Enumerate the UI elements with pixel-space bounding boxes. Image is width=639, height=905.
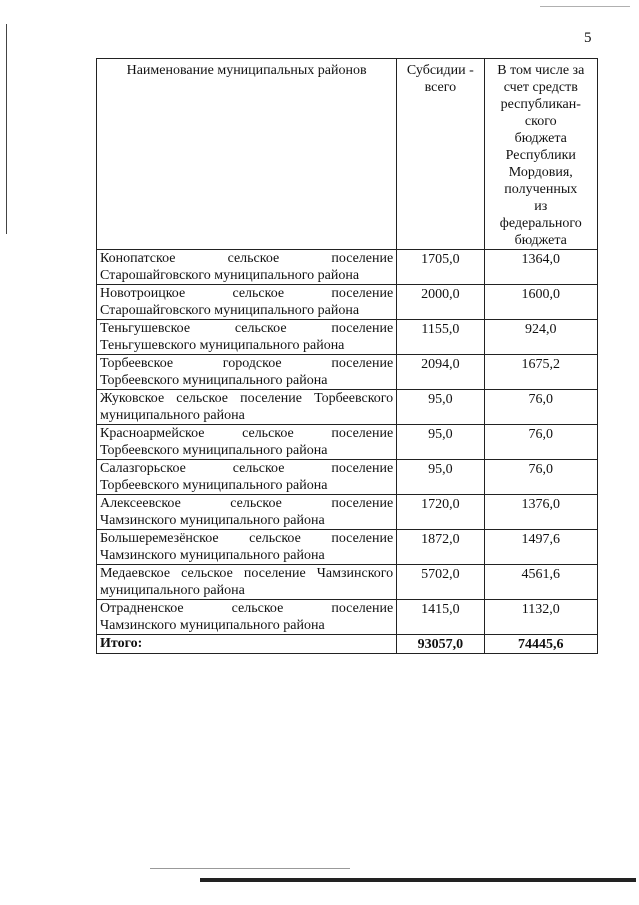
table-row bbox=[97, 390, 598, 425]
row-federal: 1600,0 bbox=[484, 285, 597, 320]
row-name: Медаевское сельское поселение Чамзинского муниципального района bbox=[97, 565, 397, 600]
row-name: Красноармейское сельское поселение Торбеевского муниципального района bbox=[97, 425, 397, 460]
table-row bbox=[97, 250, 598, 285]
header-row bbox=[97, 59, 598, 250]
totals-federal: 74445,6 bbox=[484, 635, 597, 654]
row-name: Алексеевское сельское поселение Чамзинского муниципального района bbox=[97, 495, 397, 530]
row-name: Салазгорьское сельское поселение Торбеевского муниципального района bbox=[97, 460, 397, 495]
bottom-thin-line bbox=[150, 868, 350, 869]
header-federal: В том числе за счет средств республикан- ского бюджета Республики Мордовия, полученных из федерального бюджета bbox=[484, 59, 597, 250]
row-federal: 76,0 bbox=[484, 425, 597, 460]
row-federal: 76,0 bbox=[484, 390, 597, 425]
row-name: Большеремезёнское сельское поселение Чамзинского муниципального района bbox=[97, 530, 397, 565]
bottom-thick-line bbox=[200, 878, 636, 882]
page-number: 5 bbox=[584, 30, 592, 46]
row-total: 2094,0 bbox=[397, 355, 484, 390]
totals-label: Итого: bbox=[97, 635, 397, 654]
top-edge-line bbox=[540, 6, 630, 7]
table-row bbox=[97, 530, 598, 565]
row-federal: 1364,0 bbox=[484, 250, 597, 285]
row-total: 95,0 bbox=[397, 460, 484, 495]
table-row bbox=[97, 460, 598, 495]
row-federal: 924,0 bbox=[484, 320, 597, 355]
row-name: Конопатское сельское поселение Старошайговского муниципального района bbox=[97, 250, 397, 285]
totals-row bbox=[97, 635, 598, 654]
row-name: Новотроицкое сельское поселение Старошайговского муниципального района bbox=[97, 285, 397, 320]
header-total: Субсидии - всего bbox=[397, 59, 484, 250]
left-margin-mark bbox=[6, 24, 7, 234]
row-total: 1872,0 bbox=[397, 530, 484, 565]
row-federal: 76,0 bbox=[484, 460, 597, 495]
subsidies-table bbox=[96, 58, 598, 654]
row-federal: 1675,2 bbox=[484, 355, 597, 390]
table-row bbox=[97, 320, 598, 355]
row-federal: 1497,6 bbox=[484, 530, 597, 565]
row-total: 1705,0 bbox=[397, 250, 484, 285]
table-row bbox=[97, 425, 598, 460]
row-federal: 1376,0 bbox=[484, 495, 597, 530]
table-row bbox=[97, 600, 598, 635]
header-name: Наименование муниципальных районов bbox=[97, 59, 397, 250]
row-total: 5702,0 bbox=[397, 565, 484, 600]
row-federal: 4561,6 bbox=[484, 565, 597, 600]
row-total: 1155,0 bbox=[397, 320, 484, 355]
table-row bbox=[97, 495, 598, 530]
row-name: Отрадненское сельское поселение Чамзинского муниципального района bbox=[97, 600, 397, 635]
table-row bbox=[97, 285, 598, 320]
row-name: Жуковское сельское поселение Торбеевского муниципального района bbox=[97, 390, 397, 425]
row-name: Торбеевское городское поселение Торбеевского муниципального района bbox=[97, 355, 397, 390]
table-row bbox=[97, 355, 598, 390]
totals-total: 93057,0 bbox=[397, 635, 484, 654]
row-total: 95,0 bbox=[397, 425, 484, 460]
row-total: 2000,0 bbox=[397, 285, 484, 320]
row-total: 1415,0 bbox=[397, 600, 484, 635]
row-name: Теньгушевское сельское поселение Теньгушевского муниципального района bbox=[97, 320, 397, 355]
table-row bbox=[97, 565, 598, 600]
row-federal: 1132,0 bbox=[484, 600, 597, 635]
row-total: 1720,0 bbox=[397, 495, 484, 530]
row-total: 95,0 bbox=[397, 390, 484, 425]
